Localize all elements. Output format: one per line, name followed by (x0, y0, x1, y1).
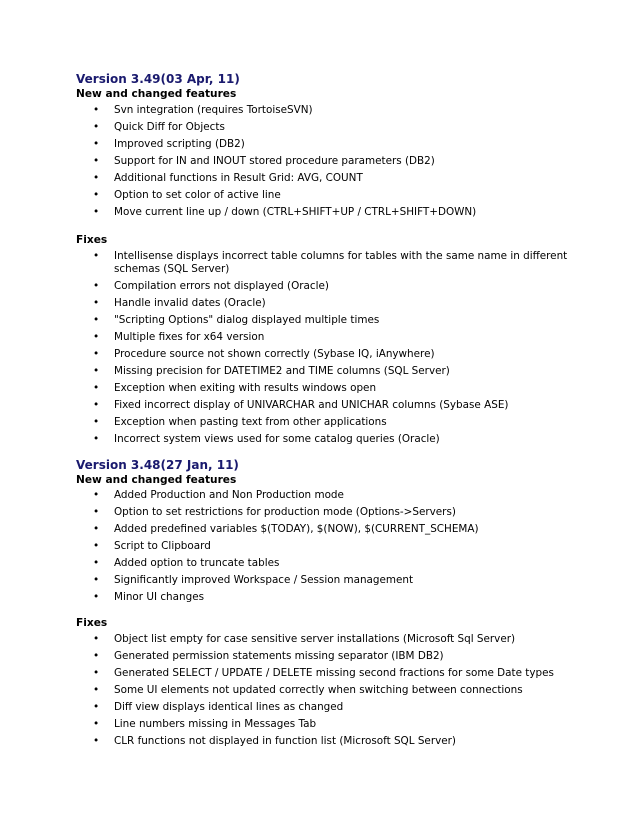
fixes-heading: Fixes (76, 617, 108, 629)
new-features-list (76, 489, 590, 608)
list-item: • Intellisense displays incorrect table columns for tables with the same name in different schemas (SQL Server) (76, 250, 590, 276)
fixes-section (76, 616, 107, 630)
version-title: Version 3.49(03 Apr, 11) (76, 72, 240, 86)
list-item: • Incorrect system views used for some catalog queries (Oracle) (76, 433, 590, 446)
list-item: • "Scripting Options" dialog displayed multiple times (76, 314, 590, 327)
fixes-list (76, 250, 590, 450)
new-features-heading: New and changed features (76, 88, 237, 100)
list-item: • Handle invalid dates (Oracle) (76, 297, 590, 310)
fixes-list (76, 633, 590, 752)
new-features-heading: New and changed features (76, 474, 237, 486)
list-item: • Added Production and Non Production mode (76, 489, 590, 502)
list-item: • Generated permission statements missing separator (IBM DB2) (76, 650, 590, 663)
list-item: • Script to Clipboard (76, 540, 590, 553)
version-section (76, 72, 240, 101)
version-section (76, 458, 239, 487)
list-item: • Added option to truncate tables (76, 557, 590, 570)
list-item: • Added predefined variables $(TODAY), $(NOW), $(CURRENT_SCHEMA) (76, 523, 590, 536)
list-item: • Generated SELECT / UPDATE / DELETE missing second fractions for some Date types (76, 667, 590, 680)
list-item: • CLR functions not displayed in function list (Microsoft SQL Server) (76, 735, 590, 748)
list-item: • Additional functions in Result Grid: AVG, COUNT (76, 172, 590, 185)
fixes-section (76, 233, 107, 247)
list-item: • Option to set restrictions for production mode (Options->Servers) (76, 506, 590, 519)
list-item: • Missing precision for DATETIME2 and TIME columns (SQL Server) (76, 365, 590, 378)
list-item: • Compilation errors not displayed (Oracle) (76, 280, 590, 293)
list-item: • Procedure source not shown correctly (Sybase IQ, iAnywhere) (76, 348, 590, 361)
list-item: • Some UI elements not updated correctly when switching between connections (76, 684, 590, 697)
list-item: • Improved scripting (DB2) (76, 138, 590, 151)
new-features-list (76, 104, 590, 223)
list-item: • Exception when pasting text from other applications (76, 416, 590, 429)
list-item: • Minor UI changes (76, 591, 590, 604)
list-item: • Svn integration (requires TortoiseSVN) (76, 104, 590, 117)
list-item: • Diff view displays identical lines as changed (76, 701, 590, 714)
list-item: • Option to set color of active line (76, 189, 590, 202)
list-item: • Multiple fixes for x64 version (76, 331, 590, 344)
list-item: • Move current line up / down (CTRL+SHIFT+UP / CTRL+SHIFT+DOWN) (76, 206, 590, 219)
list-item: • Quick Diff for Objects (76, 121, 590, 134)
list-item: • Exception when exiting with results windows open (76, 382, 590, 395)
list-item: • Support for IN and INOUT stored procedure parameters (DB2) (76, 155, 590, 168)
fixes-heading: Fixes (76, 234, 108, 246)
list-item: • Object list empty for case sensitive server installations (Microsoft Sql Server) (76, 633, 590, 646)
list-item: • Significantly improved Workspace / Session management (76, 574, 590, 587)
list-item: • Fixed incorrect display of UNIVARCHAR and UNICHAR columns (Sybase ASE) (76, 399, 590, 412)
list-item: • Line numbers missing in Messages Tab (76, 718, 590, 731)
version-title: Version 3.48(27 Jan, 11) (76, 458, 239, 472)
